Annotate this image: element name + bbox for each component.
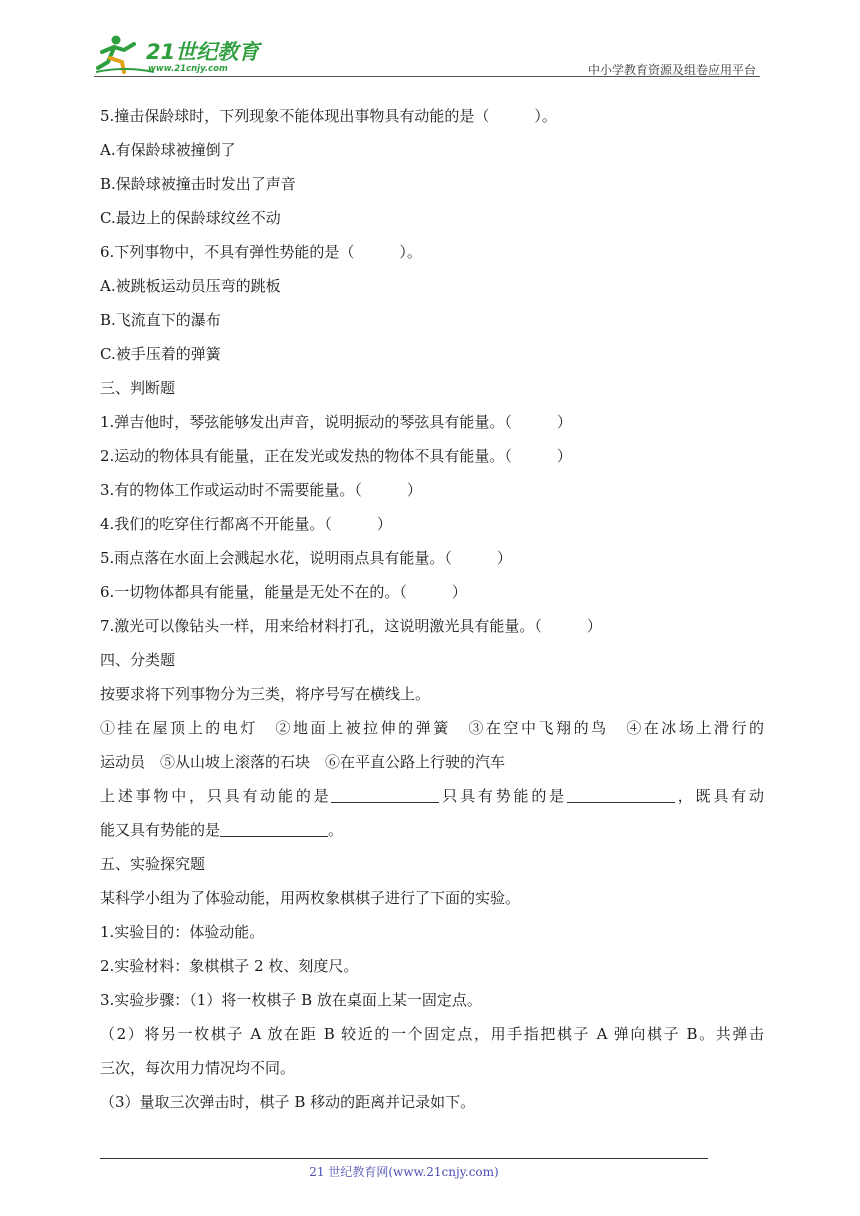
option-line: B.飞流直下的瀑布 <box>100 311 221 329</box>
logo-url: www.21cnjy.com <box>148 64 228 74</box>
classify-question-line <box>100 816 764 850</box>
section-heading: 三、判断题 <box>100 379 176 397</box>
classify-question-line <box>100 782 764 816</box>
paragraph-line: （2）将另一枚棋子 A 放在距 B 较近的一个固定点，用手指把棋子 A 弹向棋子 B。共弹击 <box>100 1025 764 1043</box>
answer-blank[interactable] <box>567 786 675 803</box>
paragraph-line: 某科学小组为了体验动能，用两枚象棋棋子进行了下面的实验。 <box>100 889 521 907</box>
paragraph-line: 2.实验材料：象棋棋子 2 枚、刻度尺。 <box>100 957 359 975</box>
question-line: 4.我们的吃穿住行都离不开能量。（ ） <box>100 515 392 533</box>
instruction-line: 按要求将下列事物分为三类，将序号写在横线上。 <box>100 685 431 703</box>
question-line: 1.弹吉他时，琴弦能够发出声音，说明振动的琴弦具有能量。（ ） <box>100 413 572 431</box>
header-divider <box>94 76 760 77</box>
question-line: 2.运动的物体具有能量，正在发光或发热的物体不具有能量。（ ） <box>100 447 572 465</box>
footer-divider <box>100 1158 708 1159</box>
question-line: 5.撞击保龄球时，下列现象不能体现出事物具有动能的是（ ）。 <box>100 107 557 125</box>
question-text: 只具有势能的是 <box>439 787 567 805</box>
answer-blank[interactable] <box>331 786 439 803</box>
question-text: 上述事物中，只具有动能的是 <box>100 787 332 805</box>
answer-blank[interactable] <box>220 820 328 837</box>
paragraph-line: （3）量取三次弹击时，棋子 B 移动的距离并记录如下。 <box>100 1093 476 1111</box>
logo-text: 21世纪教育 <box>146 40 260 64</box>
question-line: 5.雨点落在水面上会溅起水花，说明雨点具有能量。（ ） <box>100 549 512 567</box>
platform-name: 中小学教育资源及组卷应用平台 <box>587 63 756 77</box>
question-line: 3.有的物体工作或运动时不需要能量。（ ） <box>100 481 422 499</box>
question-text: 能又具有势能的是 <box>100 821 221 839</box>
classify-items-line: 运动员 ⑤从山坡上滚落的石块 ⑥在平直公路上行驶的汽车 <box>100 753 506 771</box>
option-line: A.有保龄球被撞倒了 <box>100 141 236 159</box>
option-line: C.被手压着的弹簧 <box>100 345 221 363</box>
option-line: C.最边上的保龄球纹丝不动 <box>100 209 281 227</box>
document-body <box>100 102 764 1122</box>
paragraph-line: 1.实验目的：体验动能。 <box>100 923 265 941</box>
option-line: A.被跳板运动员压弯的跳板 <box>100 277 281 295</box>
option-line: B.保龄球被撞击时发出了声音 <box>100 175 296 193</box>
paragraph-line: 三次，每次用力情况均不同。 <box>100 1059 296 1077</box>
question-line: 7.激光可以像钻头一样，用来给材料打孔，这说明激光具有能量。（ ） <box>100 617 602 635</box>
page-header <box>94 28 760 78</box>
section-heading: 五、实验探究题 <box>100 855 206 873</box>
question-line: 6.一切物体都具有能量，能量是无处不在的。（ ） <box>100 583 467 601</box>
classify-items-line: ①挂在屋顶上的电灯 ②地面上被拉伸的弹簧 ③在空中飞翔的鸟 ④在冰场上滑行的 <box>100 719 764 737</box>
question-text: 。 <box>328 821 344 839</box>
page-footer: 21 世纪教育网(www.21cnjy.com) <box>309 1165 499 1179</box>
section-heading: 四、分类题 <box>100 651 176 669</box>
paragraph-line: 3.实验步骤：（1）将一枚棋子 B 放在桌面上某一固定点。 <box>100 991 482 1009</box>
question-text: ，既具有动 <box>674 787 764 805</box>
question-line: 6.下列事物中，不具有弹性势能的是（ ）。 <box>100 243 422 261</box>
site-logo <box>94 32 264 76</box>
